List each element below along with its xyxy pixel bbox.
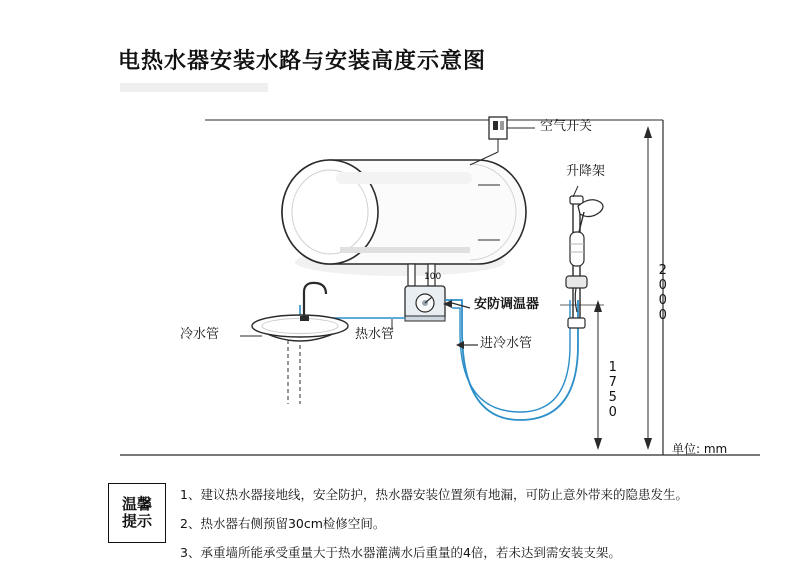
shower-bar-top-mount	[570, 196, 583, 204]
label-lift-bracket: 升降架	[566, 164, 606, 179]
tips-list	[180, 487, 750, 574]
dimension-2000-arrow-top	[644, 126, 652, 138]
cold-water-inlet-pipe-inner	[452, 297, 570, 412]
tips-item: 3、承重墙所能承受重量大于热水器灌满水后重量的4倍，若未达到需安装支架。	[180, 545, 621, 560]
shower-handle	[570, 232, 584, 266]
label-valve-mark: 100	[424, 272, 442, 282]
label-air-switch: 空气开关	[540, 119, 593, 134]
label-cold-water-pipe: 冷水管	[180, 327, 220, 342]
faucet-base	[300, 316, 309, 321]
tips-item: 1、建议热水器接地线，安全防护，热水器安装位置须有地漏，可防止意外带来的隐患发生。	[180, 487, 688, 502]
dimension-1750-arrow-top	[594, 300, 602, 312]
air-switch-indicator	[500, 121, 504, 130]
cold-water-inlet-pipe	[445, 297, 578, 420]
tank-highlight-band	[336, 172, 472, 184]
air-switch-toggle	[493, 121, 498, 130]
label-inlet-cold-water-pipe: 进冷水管	[480, 336, 533, 351]
tips-item: 2、热水器右侧预留30cm检修空间。	[180, 516, 386, 531]
faucet-spout	[304, 283, 326, 318]
unit-note: 单位: mm	[672, 442, 728, 456]
tips-badge	[108, 483, 166, 543]
page-title: 电热水器安装水路与安装高度示意图	[118, 49, 487, 74]
shower-bar-bottom-mount	[568, 318, 585, 328]
shower-holder-slider	[566, 276, 587, 288]
leader-line-thermostat	[452, 303, 470, 308]
tank-outlet-pipe-left	[408, 264, 415, 286]
tips-badge-line-2: 提示	[121, 512, 152, 530]
dimension-1750-arrow-bottom	[594, 438, 602, 450]
label-height-2000: 2000	[655, 263, 671, 323]
thermostat-base	[405, 316, 445, 321]
label-safety-thermostat: 安防调温器	[474, 297, 540, 312]
dimension-2000-arrow-bottom	[644, 438, 652, 450]
tank-mask	[300, 150, 308, 158]
shower-hose	[575, 288, 577, 312]
leader-line-lift-bracket	[573, 186, 578, 197]
label-height-1750: 1750	[605, 360, 621, 420]
tips-badge-line-1: 温馨	[121, 494, 152, 513]
label-hot-water-pipe: 热水管	[355, 327, 395, 342]
